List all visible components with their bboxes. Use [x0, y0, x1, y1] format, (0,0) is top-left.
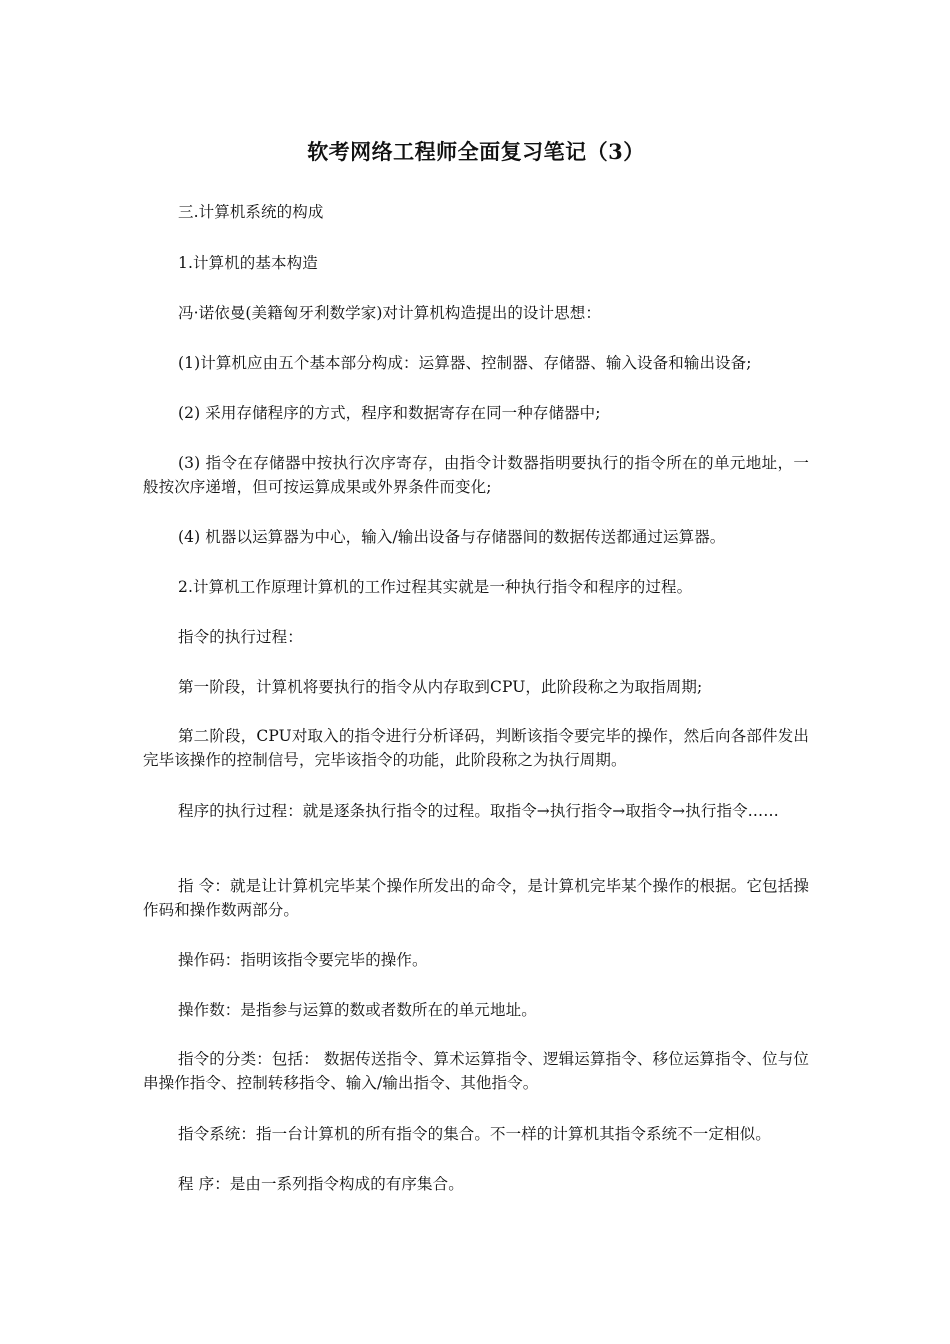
paragraph-stage-2: 第二阶段，CPU对取入的指令进行分析译码，判断该指令要完毕的操作，然后向各部件发出完毕该操作的控制信号，完毕该指令的功能，此阶段称之为执行周期。	[143, 727, 809, 769]
paragraph-opcode: 操作码：指明该指令要完毕的操作。	[178, 951, 428, 969]
paragraph-instruction-categories: 指令的分类：包括： 数据传送指令、算术运算指令、逻辑运算指令、移位运算指令、位与位串操作指令、控制转移指令、输入/输出指令、其他指令。	[143, 1050, 809, 1092]
paragraph-point-1: (1)计算机应由五个基本部分构成：运算器、控制器、存储器、输入设备和输出设备;	[178, 354, 752, 372]
paragraph-point-2: (2) 采用存储程序的方式，程序和数据寄存在同一种存储器中;	[178, 404, 601, 422]
paragraph-working-principle: 2.计算机工作原理计算机的工作过程其实就是一种执行指令和程序的过程。	[178, 578, 693, 596]
paragraph-point-3: (3) 指令在存储器中按执行次序寄存，由指令计数器指明要执行的指令所在的单元地址，一般按次序递增，但可按运算成果或外界条件而变化;	[143, 454, 809, 496]
paragraph-von-neumann-intro: 冯·诺依曼(美籍匈牙利数学家)对计算机构造提出的设计思想：	[178, 304, 601, 322]
paragraph-instruction-execution: 指令的执行过程：	[178, 628, 303, 646]
document-title: 软考网络工程师全面复习笔记（3）	[307, 139, 645, 164]
paragraph-instruction-system: 指令系统：指一台计算机的所有指令的集合。不一样的计算机其指令系统不一定相似。	[178, 1125, 771, 1143]
paragraph-point-4: (4) 机器以运算器为中心，输入/输出设备与存储器间的数据传送都通过运算器。	[178, 528, 726, 546]
paragraph-program-execution: 程序的执行过程：就是逐条执行指令的过程。取指令→执行指令→取指令→执行指令……	[178, 802, 779, 820]
paragraph-program-definition: 程 序：是由一系列指令构成的有序集合。	[178, 1175, 464, 1193]
paragraph-instruction-definition: 指 令：就是让计算机完毕某个操作所发出的命令，是计算机完毕某个操作的根据。它包括操作码和操作数两部分。	[143, 877, 809, 919]
paragraph-operand: 操作数：是指参与运算的数或者数所在的单元地址。	[178, 1001, 537, 1019]
paragraph-section-heading: 三.计算机系统的构成	[178, 203, 324, 221]
paragraph-subheading-basic-structure: 1.计算机的基本构造	[178, 254, 318, 272]
paragraph-stage-1: 第一阶段，计算机将要执行的指令从内存取到CPU，此阶段称之为取指周期;	[178, 678, 703, 696]
